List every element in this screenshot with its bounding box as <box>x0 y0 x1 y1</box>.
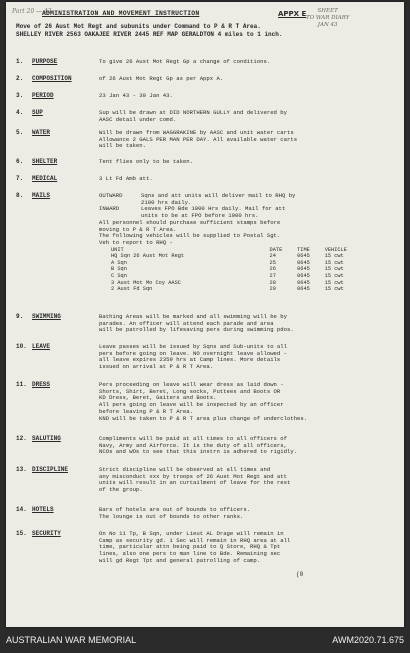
intro-text: Move of 26 Aust Mot Regt and subunits under Command to P & R T Area. SHELLEY RIVER 2563 OAKAJEE RIVER 2445 REF MAP GERALDTON 4 miles to 1 inch. <box>16 23 283 38</box>
table-header-row: UNIT DATE TIME VEHICLE <box>111 246 347 253</box>
war-diary-stamp: SHEET TO WAR DIARY JAN 43 <box>306 8 350 28</box>
table-row: 2 Aust Fd Sqn 29 0645 15 cwt <box>111 286 344 293</box>
mail-vehicle-table <box>111 247 373 293</box>
table-row: HQ Sqn 26 Aust Mot Regt 24 0645 15 cwt <box>111 253 344 260</box>
document-title: ADMINISTRATION AND MOVEMENT INSTRUCTION <box>42 10 200 17</box>
accession-number: AWM2020.71.675 <box>332 635 404 645</box>
page-number: (0 <box>296 571 304 578</box>
table-row: A Sqn 25 0645 15 cwt <box>111 259 344 266</box>
table-row: C Sqn 27 0645 15 cwt <box>111 273 344 279</box>
archive-footer <box>0 629 410 653</box>
handwritten-corner-note: Part 20 — 43 <box>12 8 52 15</box>
archive-name: AUSTRALIAN WAR MEMORIAL <box>6 635 137 645</box>
appendix-label: APPX E <box>278 10 307 18</box>
table-row: B Sqn 26 0645 15 cwt <box>111 266 344 273</box>
table-row: 3 Aust Mot Mo Coy AASC 28 0645 15 cwt <box>111 279 344 286</box>
document-page: Part 20 — 43 ADMINISTRATION AND MOVEMENT INSTRUCTION APPX E SHEET TO WAR DIARY JAN 43 Move of 26 Aust Mot Regt and subunits under Command to P & R T Area. SHELLEY RIVER 2563 OAKAJEE RIVER 2445 REF MAP GERALDTON 4 miles to 1 inch. 1. PURPOSE To give 26 Aust Mot Regt Gp a change of conditions. 2. COMPOSITION of 26 Aust Mot Regt Gp as per Appx A. 3. PERIOD 23 Jan 43 - 30 Jan 43. 4. SUP Sup will be drawn at DID NORTHERN GULLY and delivered by AASC detail under comd. 5. WATER Will be drawn from WAGGRAKINE by AASC and unit water carts Allowance 2 GALS PER MAN PER DAY. All available water carts will be taken. 6. SHELTER Tent flies only to be taken. 7. MEDICAL 3 Lt Fd Amb att. 8. MAILS OUTWARD Sqns and att units will deliver mail to RHQ by 2100 hrs daily. INWARD Leaves FPO Bde 1000 Hrs daily. Mail for att units to be at FPO before 1000 hrs. All personnel should purchase sufficient stamps before moving to P & R T Area. The following vehicles will be supplied to Postal Sgt. Veh to report to RHQ - UNIT DATE TIME VEHICLE HQ Sqn 26 Aust Mot Regt 24 0645 15 cwt A Sqn 25 0645 15 cwt B Sqn 26 0645 15 cwt C Sqn 27 0645 15 cwt 3 Aust Mot Mo Coy AASC 28 0645 15 cwt 2 Aust Fd Sqn 29 0645 15 cwt 9. SWIMMING Bathing Areas will be marked and all swimming will be by parades. An officer will attend each parade and area will be patrolled by lifesaving pers during swimming pdos. 10. LEAVE Leave passes will be issued by Sqns and Sub-units to all pers before going on leave. NO overnight leave allowed - all leave expires 2359 hrs at Camp lines. More details issued on arrival at P & R T Area. 11. DRESS Pers proceeding on leave will wear dress as laid down - Shorts, Shirt, Beret, Long socks, Puttees and Boots OR KD Dress, Beret, Gaiters and Boots. All pers going on leave will be inspected by an officer before leaving P & R T Area. KND will be taken to P & R T area plus change of underclothes. 12. SALUTING Compliments will be paid at all times to all officers of Navy, Army and Airforce. It is the duty of all officers, NCOs and WOs to see that this instrn is adhered to rigidly. 13. DISCIPLINE Strict discipline will be observed at all times and any misconduct xxx by troops of 26 Aust Mot Regt and att units will result in an curtailment of leave for the rest of the group. 14. HOTELS Bars of hotels are out of bounds to officers. The lounge is out of bounds to other ranks. 15. SECURITY On No 11 Tp, B Sqn, under Lieut AL Drage will remain in Camp as security gd. 1 Sec will remain in RHQ area at all time, particular attn being paid to Q Store, RHQ & Tpt lines, also one pers to man line to Bde. Remaining sec will gd Regt Tpt and general patrolling of camp. (0 <box>6 2 404 627</box>
